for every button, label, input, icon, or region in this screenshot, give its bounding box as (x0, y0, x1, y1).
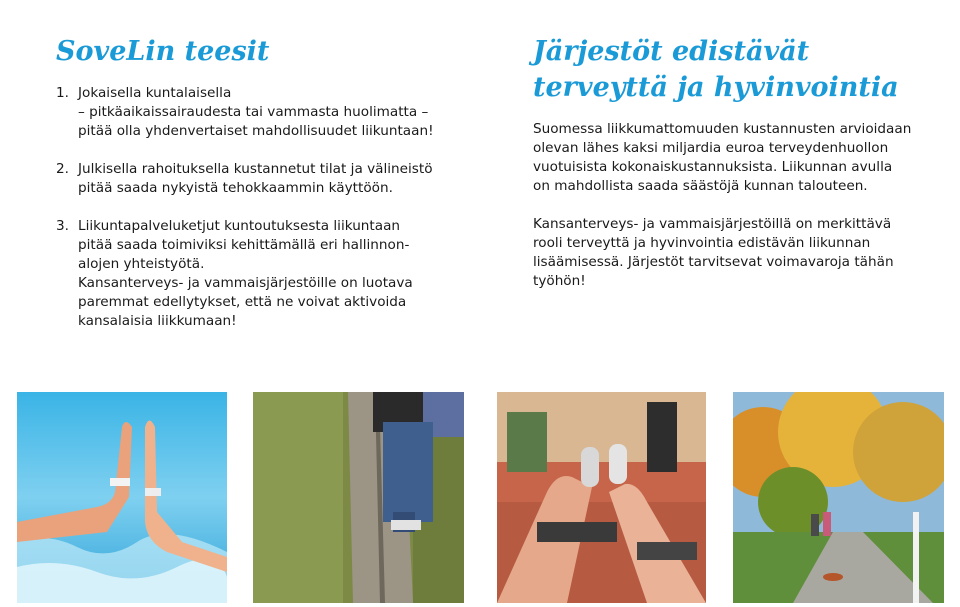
right-heading (533, 34, 923, 106)
photo-boardwalk-walker (253, 392, 464, 603)
paragraph-line: vuotuisista kokonaiskustannuksista. Liikunnan avulla (533, 159, 893, 175)
list-item-line: pitää olla yhdenvertaiset mahdollisuudet liikuntaan! (78, 123, 434, 139)
paragraph-line: on mahdollista saada säästöjä kunnan talouteen. (533, 178, 868, 194)
photo-autumn-park (733, 392, 944, 603)
right-heading-line: Järjestöt edistävät (533, 36, 810, 67)
photo-pool-high-five (17, 392, 227, 603)
paragraph-line: työhön! (533, 273, 586, 289)
list-item (56, 217, 456, 331)
paragraph-line: olevan lähes kaksi miljardia euroa terveydenhuollon (533, 140, 889, 156)
list-item (56, 84, 456, 141)
paragraph-line: lisäämisessä. Järjestöt tarvitsevat voimavaroja tähän (533, 254, 894, 270)
list-item-line: alojen yhteistyötä. (78, 256, 205, 272)
paragraph-line: Kansanterveys- ja vammaisjärjestöillä on merkittävä (533, 216, 892, 232)
list-item-line: Liikuntapalveluketjut kuntoutuksesta liikuntaan (78, 218, 401, 234)
paragraph-line: Suomessa liikkumattomuuden kustannusten arvioidaan (533, 121, 912, 137)
right-heading-line: terveyttä ja hyvinvointia (533, 72, 899, 103)
photo-gym-dumbbells (497, 392, 706, 603)
list-item-number: 3. (56, 218, 69, 234)
paragraph-costs (533, 120, 923, 196)
list-item-number: 2. (56, 161, 69, 177)
left-heading: SoveLin teesit (56, 36, 270, 67)
right-column (533, 34, 923, 310)
paragraph-organisations (533, 215, 923, 291)
list-item-line: paremmat edellytykset, että ne voivat aktivoida (78, 294, 407, 310)
paragraph-line: rooli terveyttä ja hyvinvointia edistävän liikunnan (533, 235, 871, 251)
list-item-line: Jokaisella kuntalaisella (78, 85, 232, 101)
list-item-line: pitää saada toimiviksi kehittämällä eri hallinnon- (78, 237, 410, 253)
list-item (56, 160, 456, 198)
left-column (56, 34, 456, 350)
list-item-line: Julkisella rahoituksella kustannetut tilat ja välineistö (78, 161, 433, 177)
list-item-number: 1. (56, 85, 69, 101)
list-item-line: – pitkäaikaissairaudesta tai vammasta huolimatta – (78, 104, 429, 120)
list-item-line: Kansanterveys- ja vammaisjärjestöille on luotava (78, 275, 413, 291)
theses-list (56, 84, 456, 331)
list-item-line: pitää saada nykyistä tehokkaammin käyttöön. (78, 180, 393, 196)
list-item-line: kansalaisia liikkumaan! (78, 313, 237, 329)
